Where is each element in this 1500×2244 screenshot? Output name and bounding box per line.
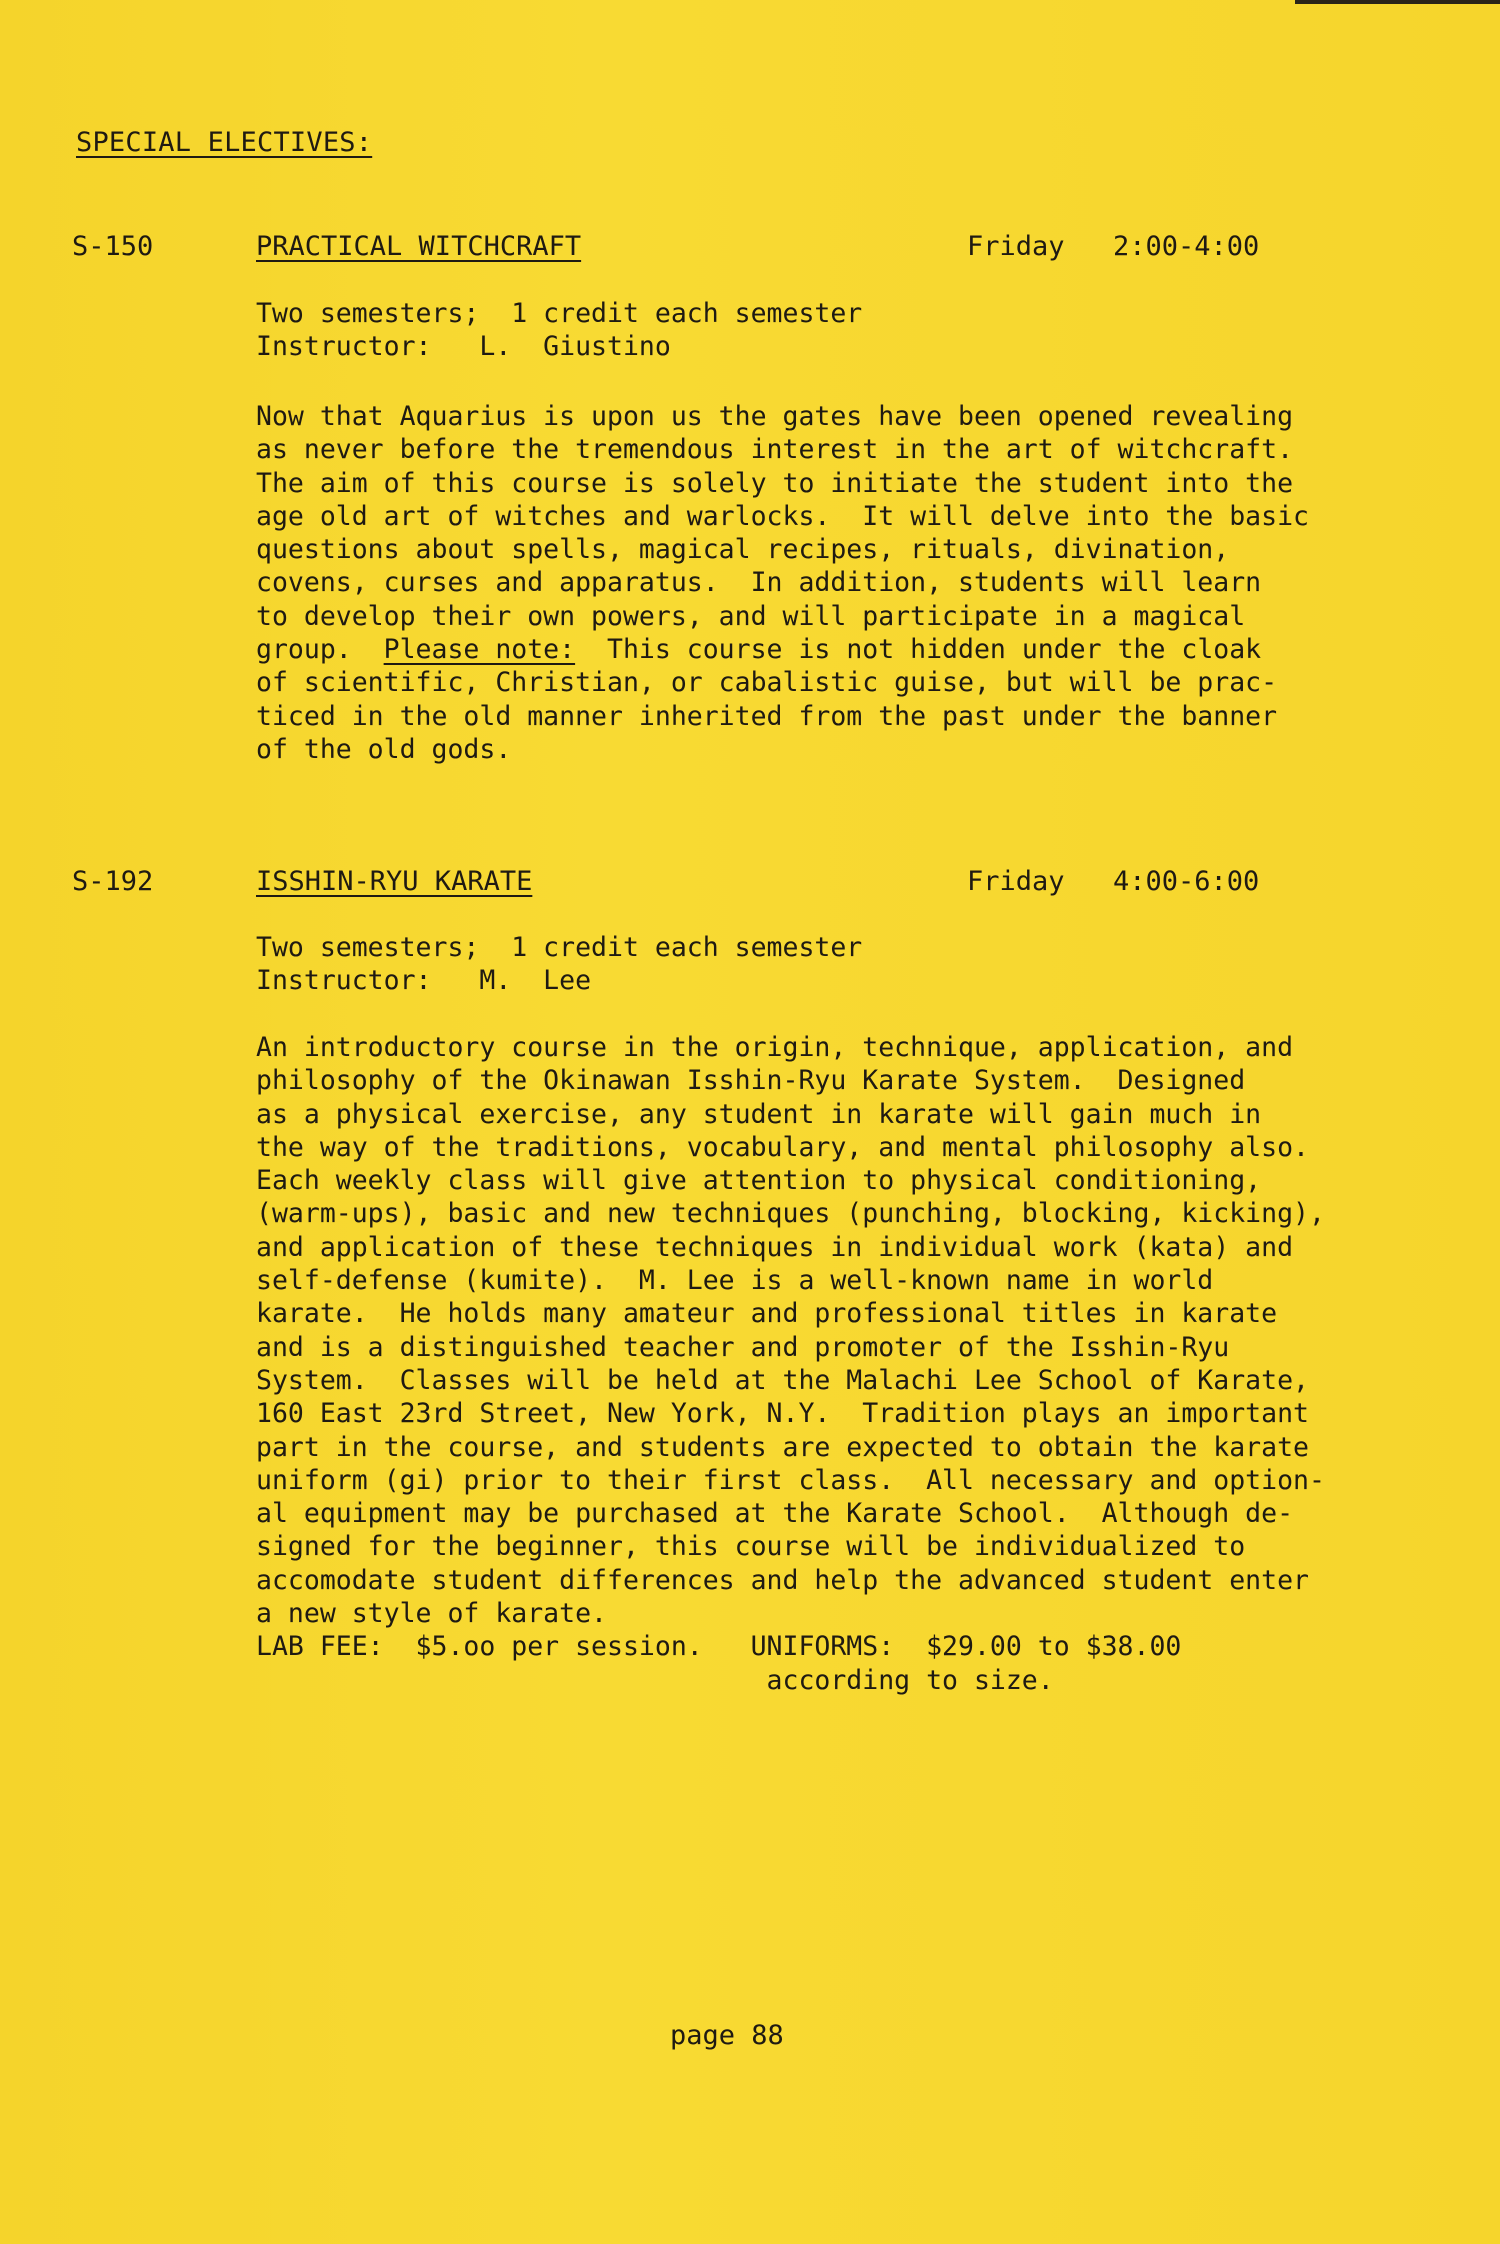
description-line: and is a distinguished teacher and promoter of the Isshin-Ryu [256, 1331, 1230, 1363]
course-title: ISSHIN-RYU KARATE [256, 866, 533, 897]
description-line: System. Classes will be held at the Malachi Lee School of Karate, [256, 1364, 1309, 1396]
description-line: karate. He holds many amateur and professional titles in karate [256, 1298, 1278, 1330]
description-line: to develop their own powers, and will participate in a magical [256, 600, 1246, 632]
course-instructor: Instructor: L. Giustino [256, 331, 671, 363]
description-line: the way of the traditions, vocabulary, and mental philosophy also. [256, 1131, 1309, 1163]
description-line: ticed in the old manner inherited from the past under the banner [256, 700, 1278, 732]
description-line: part in the course, and students are expected to obtain the karate [256, 1431, 1309, 1463]
description-line: An introductory course in the origin, technique, application, and [256, 1032, 1294, 1063]
course-info [256, 297, 1436, 364]
description-line: age old art of witches and warlocks. It will delve into the basic [256, 500, 1309, 532]
course-description [256, 400, 1436, 766]
section-heading: SPECIAL ELECTIVES: [76, 127, 373, 158]
note-prefix: group. [256, 634, 384, 666]
course-info [256, 931, 1436, 998]
note-text: This course is not hidden under the cloak [575, 634, 1262, 666]
description-line: and application of these techniques in individual work (kata) and [256, 1231, 1294, 1263]
course-instructor: Instructor: M. Lee [256, 965, 592, 997]
course-day: Friday [967, 231, 1065, 262]
description-line: of the old gods. [256, 733, 512, 765]
description-line: philosophy of the Okinawan Isshin-Ryu Karate System. Designed [256, 1065, 1246, 1097]
description-line: uniform (gi) prior to their first class. All necessary and option- [256, 1464, 1325, 1496]
page-number: page 88 [670, 2020, 784, 2051]
description-line: The aim of this course is solely to initiate the student into the [256, 467, 1294, 499]
course-credits: Two semesters; 1 credit each semester [256, 298, 863, 329]
course-time: 4:00-6:00 [1113, 866, 1260, 897]
course-code: S-192 [72, 866, 154, 897]
description-line: Each weekly class will give attention to physical conditioning, [256, 1165, 1262, 1197]
description-line: 160 East 23rd Street, New York, N.Y. Tradition plays an important [256, 1398, 1309, 1430]
description-line: covens, curses and apparatus. In addition, students will learn [256, 567, 1262, 599]
description-line: as never before the tremendous interest in the art of witchcraft. [256, 434, 1294, 466]
description-line: Now that Aquarius is upon us the gates have been opened revealing [256, 401, 1294, 432]
description-line: self-defense (kumite). M. Lee is a well-known name in world [256, 1265, 1214, 1297]
course-description [256, 1031, 1436, 1697]
lab-fee-line: LAB FEE: $5.oo per session. UNIFORMS: $29.00 to $38.00 [256, 1631, 1182, 1663]
note-label: Please note: [383, 634, 576, 666]
top-edge-rule [1295, 0, 1500, 4]
description-line: (warm-ups), basic and new techniques (punching, blocking, kicking), [256, 1198, 1325, 1230]
description-line: of scientific, Christian, or cabalistic guise, but will be prac- [256, 667, 1278, 699]
description-line-note [256, 633, 1436, 666]
description-line: accomodate student differences and help the advanced student enter [256, 1564, 1309, 1596]
course-credits: Two semesters; 1 credit each semester [256, 932, 863, 963]
course-time: 2:00-4:00 [1113, 231, 1260, 262]
uniform-fee-line: according to size. [256, 1664, 1054, 1696]
description-line: a new style of karate. [256, 1598, 607, 1630]
description-line: as a physical exercise, any student in karate will gain much in [256, 1098, 1262, 1130]
description-line: al equipment may be purchased at the Karate School. Although de- [256, 1498, 1294, 1530]
course-title: PRACTICAL WITCHCRAFT [256, 231, 582, 262]
description-line: signed for the beginner, this course will be individualized to [256, 1531, 1246, 1563]
course-day: Friday [967, 866, 1065, 897]
course-code: S-150 [72, 231, 154, 262]
description-line: questions about spells, magical recipes, rituals, divination, [256, 534, 1230, 566]
